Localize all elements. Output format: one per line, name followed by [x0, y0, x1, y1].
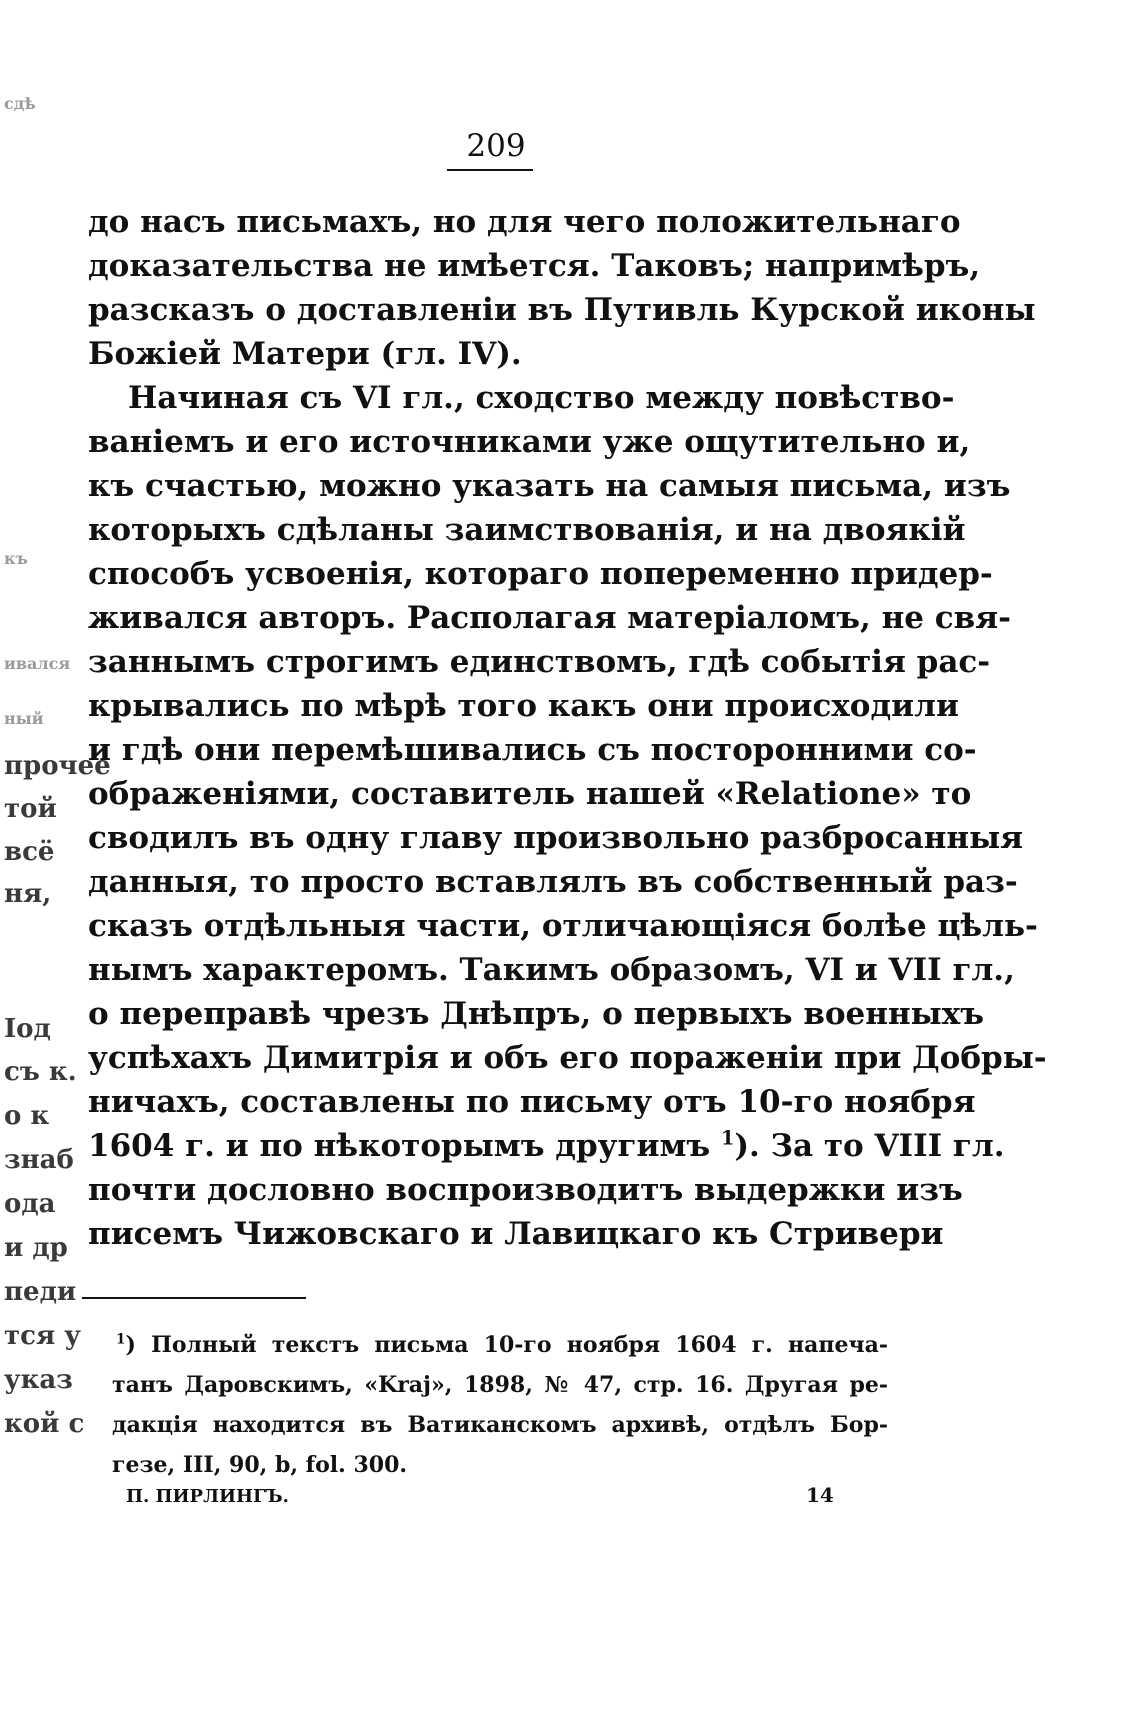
margin-fragment: съ к.: [4, 1057, 77, 1087]
text-line: данныя, то просто вставлялъ въ собственный раз-: [88, 864, 1018, 900]
margin-fragment: знаб: [4, 1145, 74, 1175]
text-line: разсказъ о доставленiи въ Путивль Курской иконы: [88, 292, 1036, 328]
text-line: ничахъ, составлены по письму отъ 10-го ноября: [88, 1084, 976, 1120]
margin-fragment: той: [4, 794, 57, 824]
footnote-line: танъ Даровскимъ, «Kraj», 1898, № 47, стр. 16. Другая ре-: [112, 1372, 888, 1398]
text-line: доказательства не имѣется. Таковъ; напримѣръ,: [88, 248, 981, 284]
text-line: ображенiями, составитель нашей «Relatione» то: [88, 776, 972, 812]
footnote-rule: [82, 1297, 306, 1299]
text-line: сказъ отдѣльныя части, отличающiяся болѣе цѣль-: [88, 908, 1038, 944]
page-number-rule: [447, 169, 533, 171]
margin-fragment: кой с: [4, 1409, 85, 1439]
text-segment: ). За то VIII гл.: [734, 1128, 1005, 1164]
footnote-ref: 1: [720, 1126, 735, 1150]
page-number: 209: [466, 128, 526, 164]
margin-fragment: ня,: [4, 879, 52, 909]
text-line: сводилъ въ одну главу произвольно разбросанныя: [88, 820, 1024, 856]
text-line: которыхъ сдѣланы заимствованiя, и на двоякiй: [88, 512, 966, 548]
margin-fragment: педи: [4, 1277, 77, 1307]
text-line: крывались по мѣрѣ того какъ они происходили: [88, 688, 959, 724]
footnote-marker: 1: [116, 1331, 126, 1348]
margin-fragment: къ: [4, 549, 28, 568]
text-line: Начиная съ VI гл., сходство между повѣство-: [128, 380, 955, 416]
margin-fragment: указ: [4, 1365, 73, 1395]
margin-fragment: всё: [4, 837, 55, 867]
footnote-line: [112, 1325, 888, 1365]
margin-fragment: ивался: [4, 654, 71, 673]
footnote-line: дакцiя находится въ Ватиканскомъ архивѣ, отдѣлъ Бор-: [112, 1412, 888, 1438]
footnote-line: гезе, III, 90, b, fol. 300.: [112, 1452, 408, 1478]
text-segment: 1604 г. и по нѣкоторымъ другимъ: [88, 1128, 711, 1164]
text-line: успѣхахъ Димитрiя и объ его пораженiи при Добры-: [88, 1040, 1047, 1076]
signature-number: 14: [806, 1483, 834, 1507]
text-line: нымъ характеромъ. Такимъ образомъ, VI и VII гл.,: [88, 952, 1015, 988]
text-line: и гдѣ они перемѣшивались съ посторонними со-: [88, 732, 977, 768]
margin-fragment: сдѣ: [4, 94, 36, 113]
margin-fragment: ный: [4, 709, 44, 728]
signature-mark: П. ПИРЛИНГЪ.: [126, 1486, 289, 1507]
text-line: къ счастью, можно указать на самыя письма, изъ: [88, 468, 1011, 504]
left-margin-bleed: [0, 0, 111, 1723]
text-line: писемъ Чижовскаго и Лавицкаго къ Стривери: [88, 1216, 944, 1252]
margin-fragment: о к: [4, 1101, 50, 1131]
margin-fragment: тся у: [4, 1321, 81, 1351]
text-line: ванiемъ и его источниками уже ощутительно и,: [88, 424, 971, 460]
footnote-text: ) Полный текстъ письма 10-го ноября 1604 г. напеча-: [125, 1332, 888, 1358]
body-text: [88, 200, 1047, 1256]
text-line: живался авторъ. Располагая матерiаломъ, не свя-: [88, 600, 1011, 636]
text-line: заннымъ строгимъ единствомъ, гдѣ событiя рас-: [88, 644, 991, 680]
text-line: почти дословно воспроизводитъ выдержки изъ: [88, 1172, 963, 1208]
text-line-with-footnote: [88, 1124, 1005, 1168]
text-line: способъ усвоенiя, котораго попеременно придер-: [88, 556, 993, 592]
text-line: до насъ письмахъ, но для чего положительнаго: [88, 204, 961, 240]
footnote: [112, 1325, 888, 1485]
margin-fragment: ода: [4, 1189, 56, 1219]
margin-fragment: прочее: [4, 751, 111, 781]
margin-fragment: и др: [4, 1233, 68, 1263]
text-line: Божiей Матери (гл. IV).: [88, 336, 522, 372]
margin-fragment: Іод: [4, 1014, 51, 1044]
text-line: о переправѣ чрезъ Днѣпръ, о первыхъ военныхъ: [88, 996, 984, 1032]
